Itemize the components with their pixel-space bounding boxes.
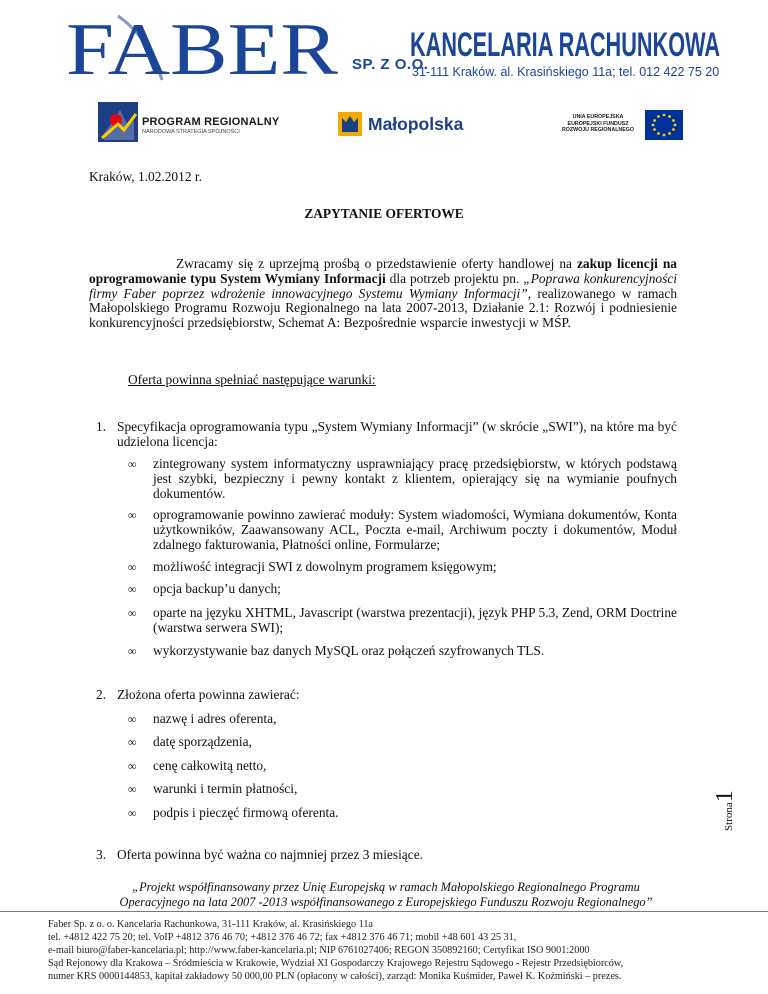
- letterhead: [0, 0, 768, 96]
- section-number: 2.: [96, 687, 107, 702]
- bullet-icon: ∞: [128, 806, 137, 820]
- list-item: możliwość integracji SWI z dowolnym programem księgowym;: [153, 559, 497, 574]
- page-label: Strona: [723, 802, 735, 831]
- bullet-icon: ∞: [128, 508, 137, 522]
- list-item: wykorzystywanie baz danych MySQL oraz połączeń szyfrowanych TLS.: [153, 643, 545, 658]
- document-title: ZAPYTANIE OFERTOWE: [304, 206, 464, 221]
- bullet-icon: ∞: [128, 759, 137, 773]
- malopolska-name: Małopolska: [368, 114, 464, 134]
- intro-text: Zwracamy się z uprzejmą prośbą o przedstawienie oferty handlowej na: [176, 256, 577, 271]
- intro-project-name: „Poprawa konkurencyjności firmy Faber poprzez wdrożenie innowacyjnego Systemu Wymiany Informacji”: [89, 270, 677, 301]
- section-text: Oferta powinna być ważna co najmniej przez 3 miesiące.: [117, 847, 423, 862]
- eu-label-line: EUROPEJSKI FUNDUSZ: [567, 120, 629, 127]
- eu-label-line: ROZWOJU REGIONALNEGO: [561, 127, 635, 134]
- section-text: Specyfikacja oprogramowania typu „System Wymiany Informacji” (w skrócie „SWI”), na które ma być udzielona licencja:: [117, 419, 677, 449]
- faber-logo-text: FABER: [66, 9, 339, 88]
- list-item: nazwę i adres oferenta,: [153, 711, 277, 726]
- page-number: 1: [712, 790, 738, 803]
- bullet-icon: ∞: [128, 560, 137, 574]
- intro-text: dla potrzeb projektu pn.: [385, 270, 524, 286]
- footer-line: Sąd Rejonowy dla Krakowa – Śródmieścia w Krakowie, Wydział XI Gospodarczy Krajowego Rejestru Sądowego - Rejestr Przedsiębiorców,: [48, 958, 624, 969]
- footer-line: e-mail biuro@faber-kancelaria.pl; http://www.faber-kancelaria.pl; NIP 6761027406; REGON 350892160; Certyfikat ISO 9001:2000: [48, 945, 590, 956]
- conditions-heading: Oferta powinna spełniać następujące warunki:: [128, 372, 376, 387]
- firm-name-logo: [410, 16, 722, 66]
- section-number: 3.: [96, 847, 107, 862]
- eu-label-line: UNIA EUROPEJSKA: [572, 114, 624, 120]
- list-item: warunki i termin płatności,: [153, 781, 298, 796]
- program-title: PROGRAM REGIONALNY: [142, 116, 280, 128]
- section-number: 1.: [96, 419, 107, 434]
- list-item: opcja backup’u danych;: [153, 581, 281, 596]
- intro-paragraph: [89, 257, 677, 331]
- list-item: datę sporządzenia,: [153, 734, 252, 749]
- page-marker: [712, 777, 744, 831]
- footer-line: tel. +4812 422 75 20; tel. VoIP +4812 376 46 70; +4812 376 46 72; fax +4812 376 46 71; mobil +48 601 43 25 31,: [48, 932, 517, 943]
- list-item: podpis i pieczęć firmową oferenta.: [153, 805, 339, 820]
- footer-divider: [0, 911, 768, 912]
- list-item: zintegrowany system informatyczny usprawniający pracę przedsiębiorstw, w których podstawą jest szybki, bezpieczny i pewny kontakt z klientem, opierający się na wymianie poufnych dokumentów.: [153, 456, 677, 501]
- list-item: cenę całkowitą netto,: [153, 758, 267, 773]
- intro-bold: zakup licencji na oprogramowanie typu System Wymiany Informacji: [89, 256, 678, 286]
- bullet-icon: ∞: [128, 712, 137, 726]
- bullet-icon: ∞: [128, 644, 137, 658]
- header-address: 31-111 Kraków. al. Krasińskiego 11a; tel. 012 422 75 20: [412, 65, 720, 79]
- document-date: Kraków, 1.02.2012 r.: [89, 169, 202, 184]
- footer-line: numer KRS 0000144853, kapitał zakładowy 50 000,00 PLN (opłacony w całości), zarząd: Monika Kuśmider, Paweł K. Koźmiński – prezes.: [48, 971, 622, 982]
- firm-name: KANCELARIA RACHUNKOWA: [410, 26, 720, 64]
- eu-flag-icon: [645, 110, 683, 140]
- faber-logo: [66, 8, 342, 88]
- bullet-icon: ∞: [128, 735, 137, 749]
- company-form: SP. Z O.O.: [352, 56, 429, 73]
- bullet-icon: ∞: [128, 457, 137, 471]
- footer-line: Faber Sp. z o. o. Kancelaria Rachunkowa, 31-111 Kraków, al. Krasińskiego 11a: [48, 919, 373, 930]
- eu-fund-label: [552, 114, 644, 134]
- program-subtitle: NARODOWA STRATEGIA SPÓJNOŚCI: [142, 129, 240, 135]
- bullet-icon: ∞: [128, 606, 137, 620]
- bullet-icon: ∞: [128, 582, 137, 596]
- bullet-icon: ∞: [128, 782, 137, 796]
- list-item: oparte na języku XHTML, Javascript (warstwa prezentacji), język PHP 5.3, Zend, ORM Doctrine (warstwa serwera SWI);: [153, 605, 677, 635]
- section-text: Złożona oferta powinna zawierać:: [117, 687, 300, 702]
- list-item: oprogramowanie powinno zawierać moduły: System wiadomości, Wymiana dokumentów, Konta użytkowników, Zaawansowany ACL, Poczta e-mail, Archiwum poczty i dokumentów, Moduł zdalnego fakturowania, Płatności online, Formularze;: [153, 507, 677, 552]
- intro-text: , realizowanego w ramach Małopolskiego Programu Rozwoju Regionalnego na lata 2007-2013, Działanie 2.1: Rozwój i podniesienie konkurencyjności przedsiębiorstw, Schemat A: Bezpośrednie wsparcie inwestycji w MŚP.: [89, 285, 678, 331]
- cofinancing-note: „Projekt współfinansowany przez Unię Europejską w ramach Małopolskiego Regionalnego Programu Operacyjnego na lata 2007 -2013 współfinansowanego z Europejskiego Funduszu Rozwoju Regionalnego”: [119, 880, 653, 909]
